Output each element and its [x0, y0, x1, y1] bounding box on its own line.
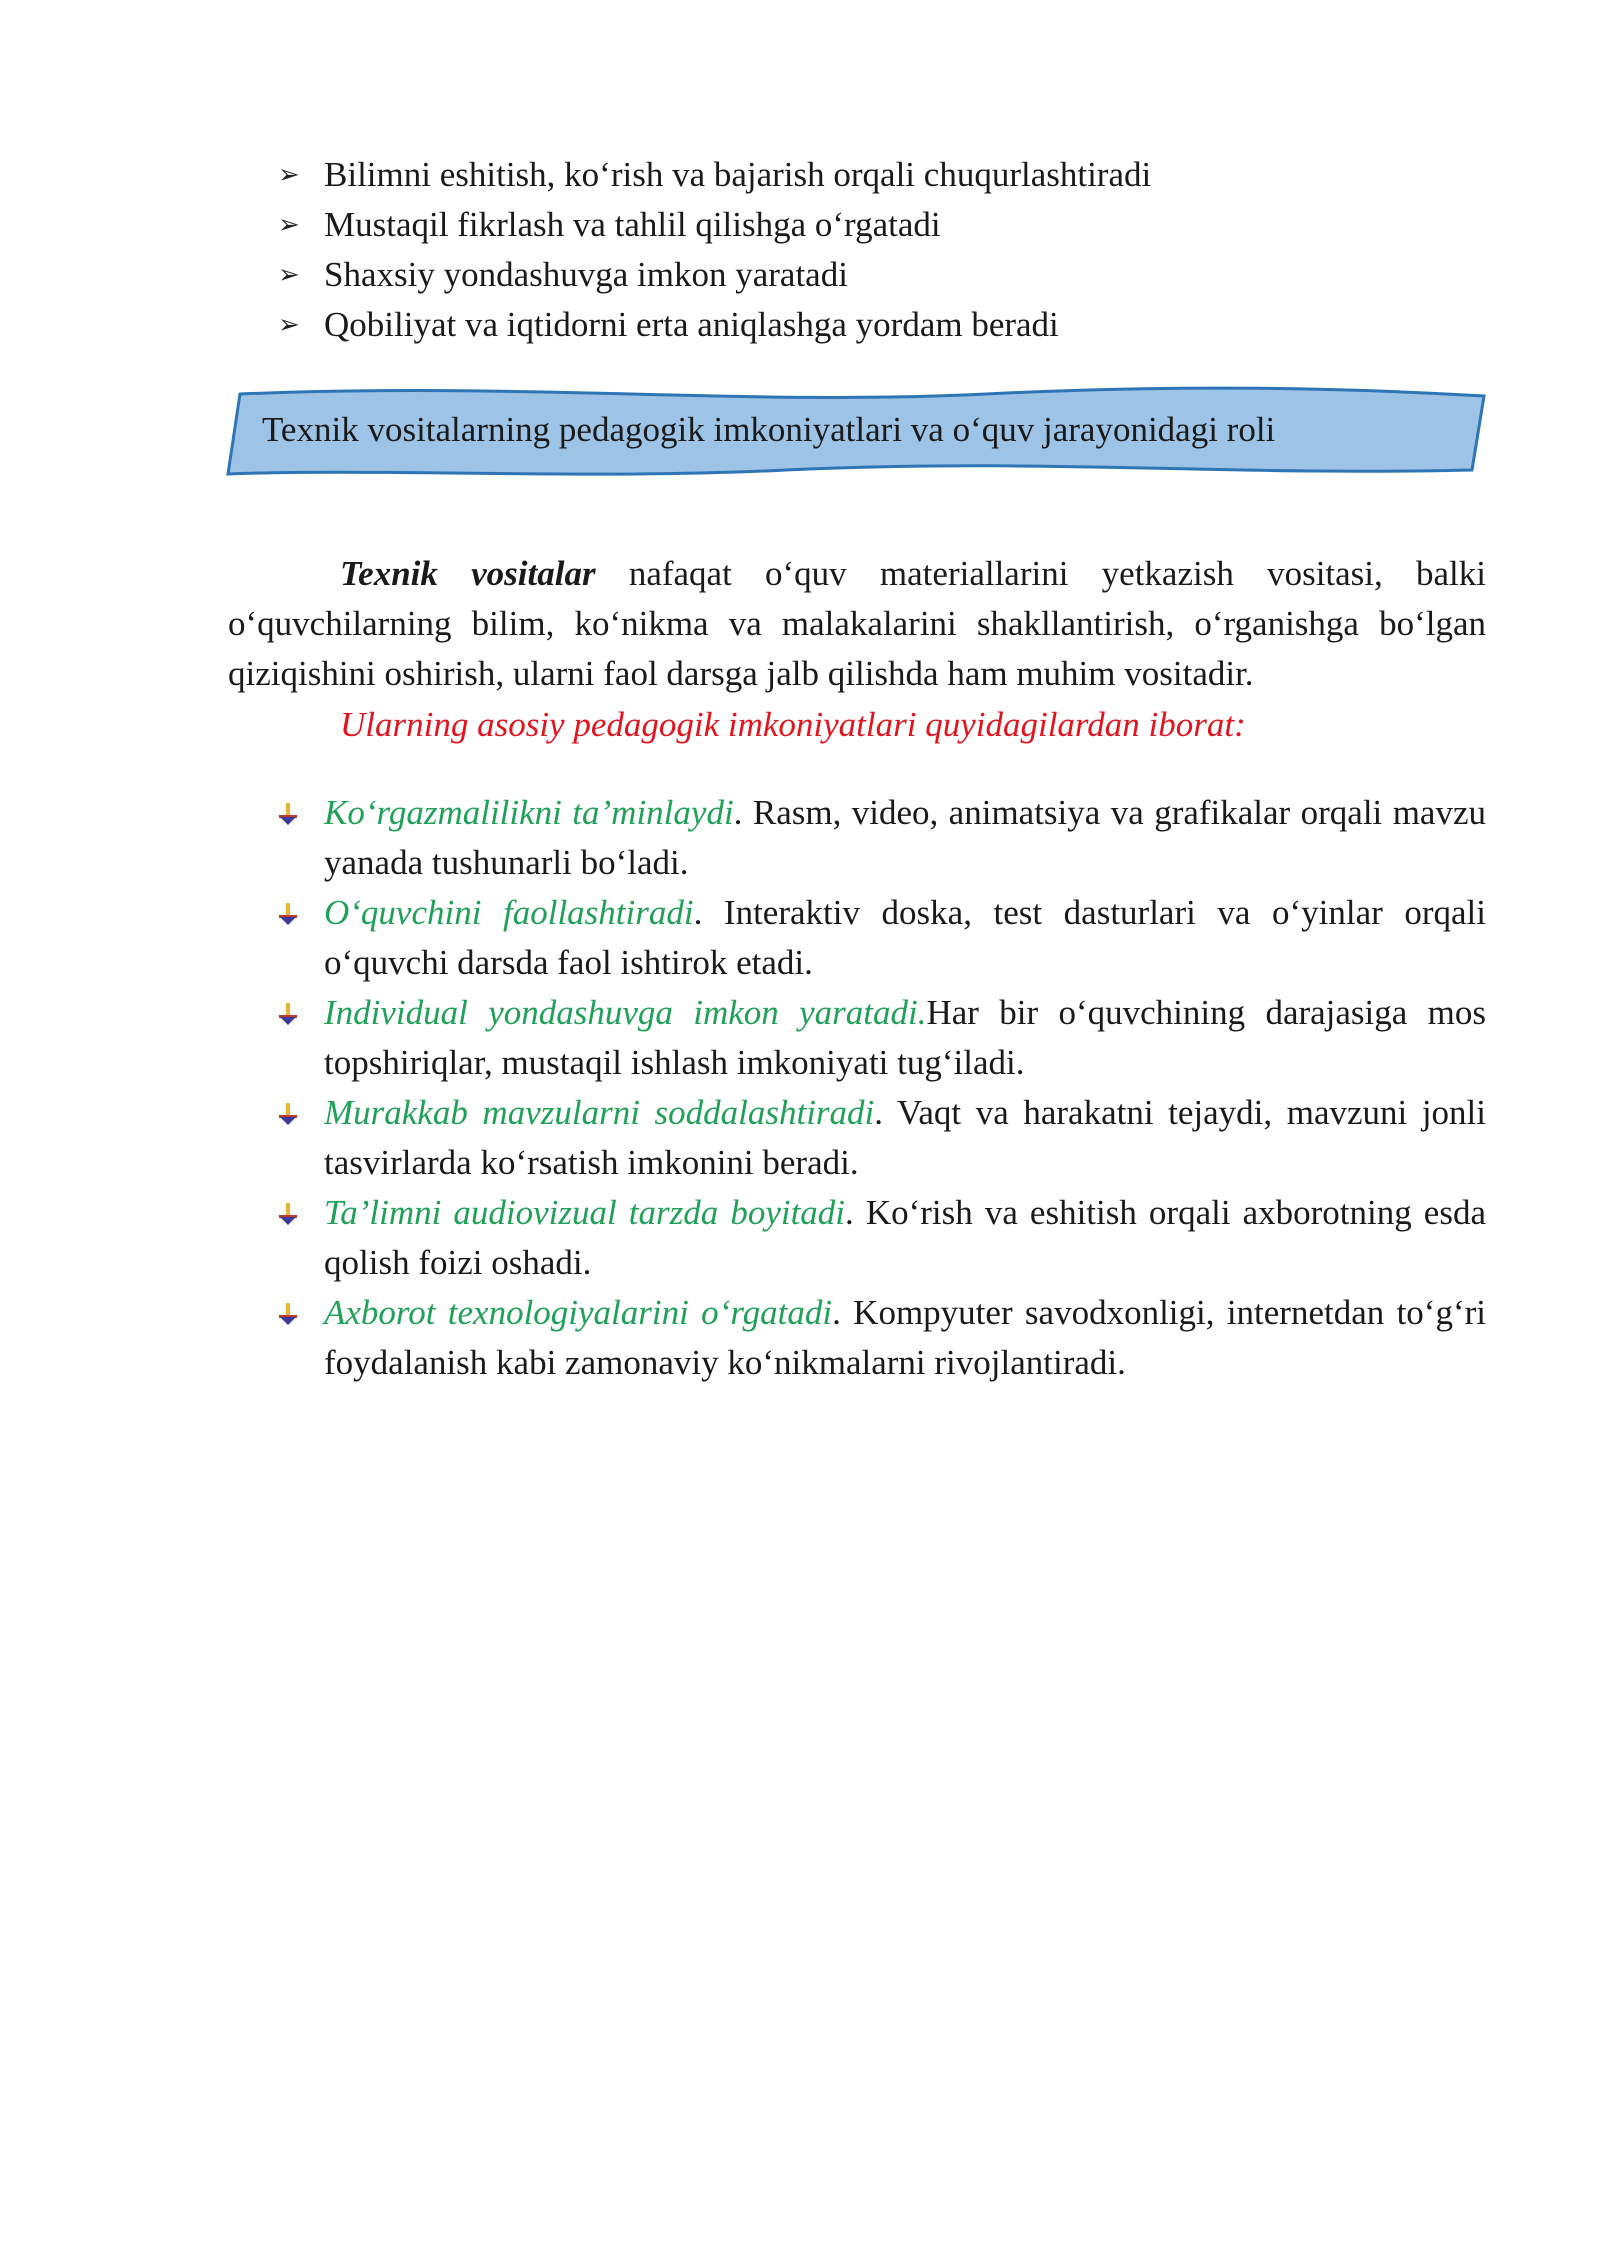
down-arrow-bullet-icon [278, 1302, 298, 1326]
feature-description: . Vaqt va harakatni tejaydi, mavzuni jonli tasvirlarda ko‘rsatish imkonini beradi. [324, 1093, 1486, 1182]
section-title: Texnik vositalarning pedagogik imkoniyatlari va o‘quv jarayonidagi roli [262, 410, 1276, 449]
feature-description: . Interaktiv doska, test dasturlari va o‘yinlar orqali o‘quvchi darsda faol ishtirok etadi. [324, 893, 1486, 982]
feature-description: Har bir o‘quvchining darajasiga mos topshiriqlar, mustaqil ishlash imkoniyati tug‘iladi. [324, 993, 1486, 1082]
feature-text [324, 988, 1486, 1088]
down-arrow-bullet-icon [278, 1102, 298, 1126]
arrow-bullet-icon: ➢ [278, 160, 300, 189]
feature-description: . Kompyuter savodxonligi, internetdan to‘g‘ri foydalanish kabi zamonaviy ko‘nikmalarni rivojlantiradi. [324, 1293, 1486, 1382]
feature-title: Axborot texnologiyalarini o‘rgatadi [324, 1293, 833, 1332]
feature-description: . Rasm, video, animatsiya va grafikalar orqali mavzu yanada tushunarli bo‘ladi. [324, 793, 1486, 882]
down-arrow-bullet-icon [278, 1202, 298, 1226]
feature-title: Murakkab mavzularni soddalashtiradi [324, 1093, 875, 1132]
down-arrow-bullet-icon [278, 1002, 298, 1026]
intro-paragraph [228, 549, 1486, 699]
intro-text: nafaqat o‘quv materiallarini yetkazish vositasi, balki o‘quvchilarning bilim, ko‘nikma va malakalarini shakllantirish, o‘rganishga bo‘lgan qiziqishini oshirish, ularni faol darsga jalb qilishda ham muhim vositadir. [228, 554, 1486, 693]
feature-title: Ko‘rgazmalilikni ta’minlaydi [324, 793, 734, 832]
feature-text [324, 788, 1486, 888]
down-arrow-bullet-icon [278, 802, 298, 826]
feature-title: Ta’limni audiovizual tarzda boyitadi [324, 1193, 846, 1232]
feature-title: O‘quvchini faollashtiradi [324, 893, 694, 932]
feature-text [324, 1288, 1486, 1388]
feature-text [324, 1188, 1486, 1288]
feature-text [324, 888, 1486, 988]
arrow-bullet-icon: ➢ [278, 260, 300, 289]
list-item-text: Shaxsiy yondashuvga imkon yaratadi [324, 255, 848, 294]
section-heading-banner [226, 384, 1486, 480]
arrow-bullet-icon: ➢ [278, 210, 300, 239]
list-item-text: Bilimni eshitish, ko‘rish va bajarish orqali chuqurlashtiradi [324, 155, 1152, 194]
feature-text [324, 1088, 1486, 1188]
list-item-text: Qobiliyat va iqtidorni erta aniqlashga yordam beradi [324, 305, 1059, 344]
down-arrow-bullet-icon [278, 902, 298, 926]
list-item-text: Mustaqil fikrlash va tahlil qilishga o‘rgatadi [324, 205, 941, 244]
feature-description: . Ko‘rish va eshitish orqali axborotning esda qolish foizi oshadi. [324, 1193, 1486, 1282]
intro-bold-term: Texnik vositalar [340, 554, 596, 593]
subheading: Ularning asosiy pedagogik imkoniyatlari quyidagilardan iborat: [340, 705, 1246, 744]
feature-title: Individual yondashuvga imkon yaratadi. [324, 993, 927, 1032]
arrow-bullet-icon: ➢ [278, 310, 300, 339]
